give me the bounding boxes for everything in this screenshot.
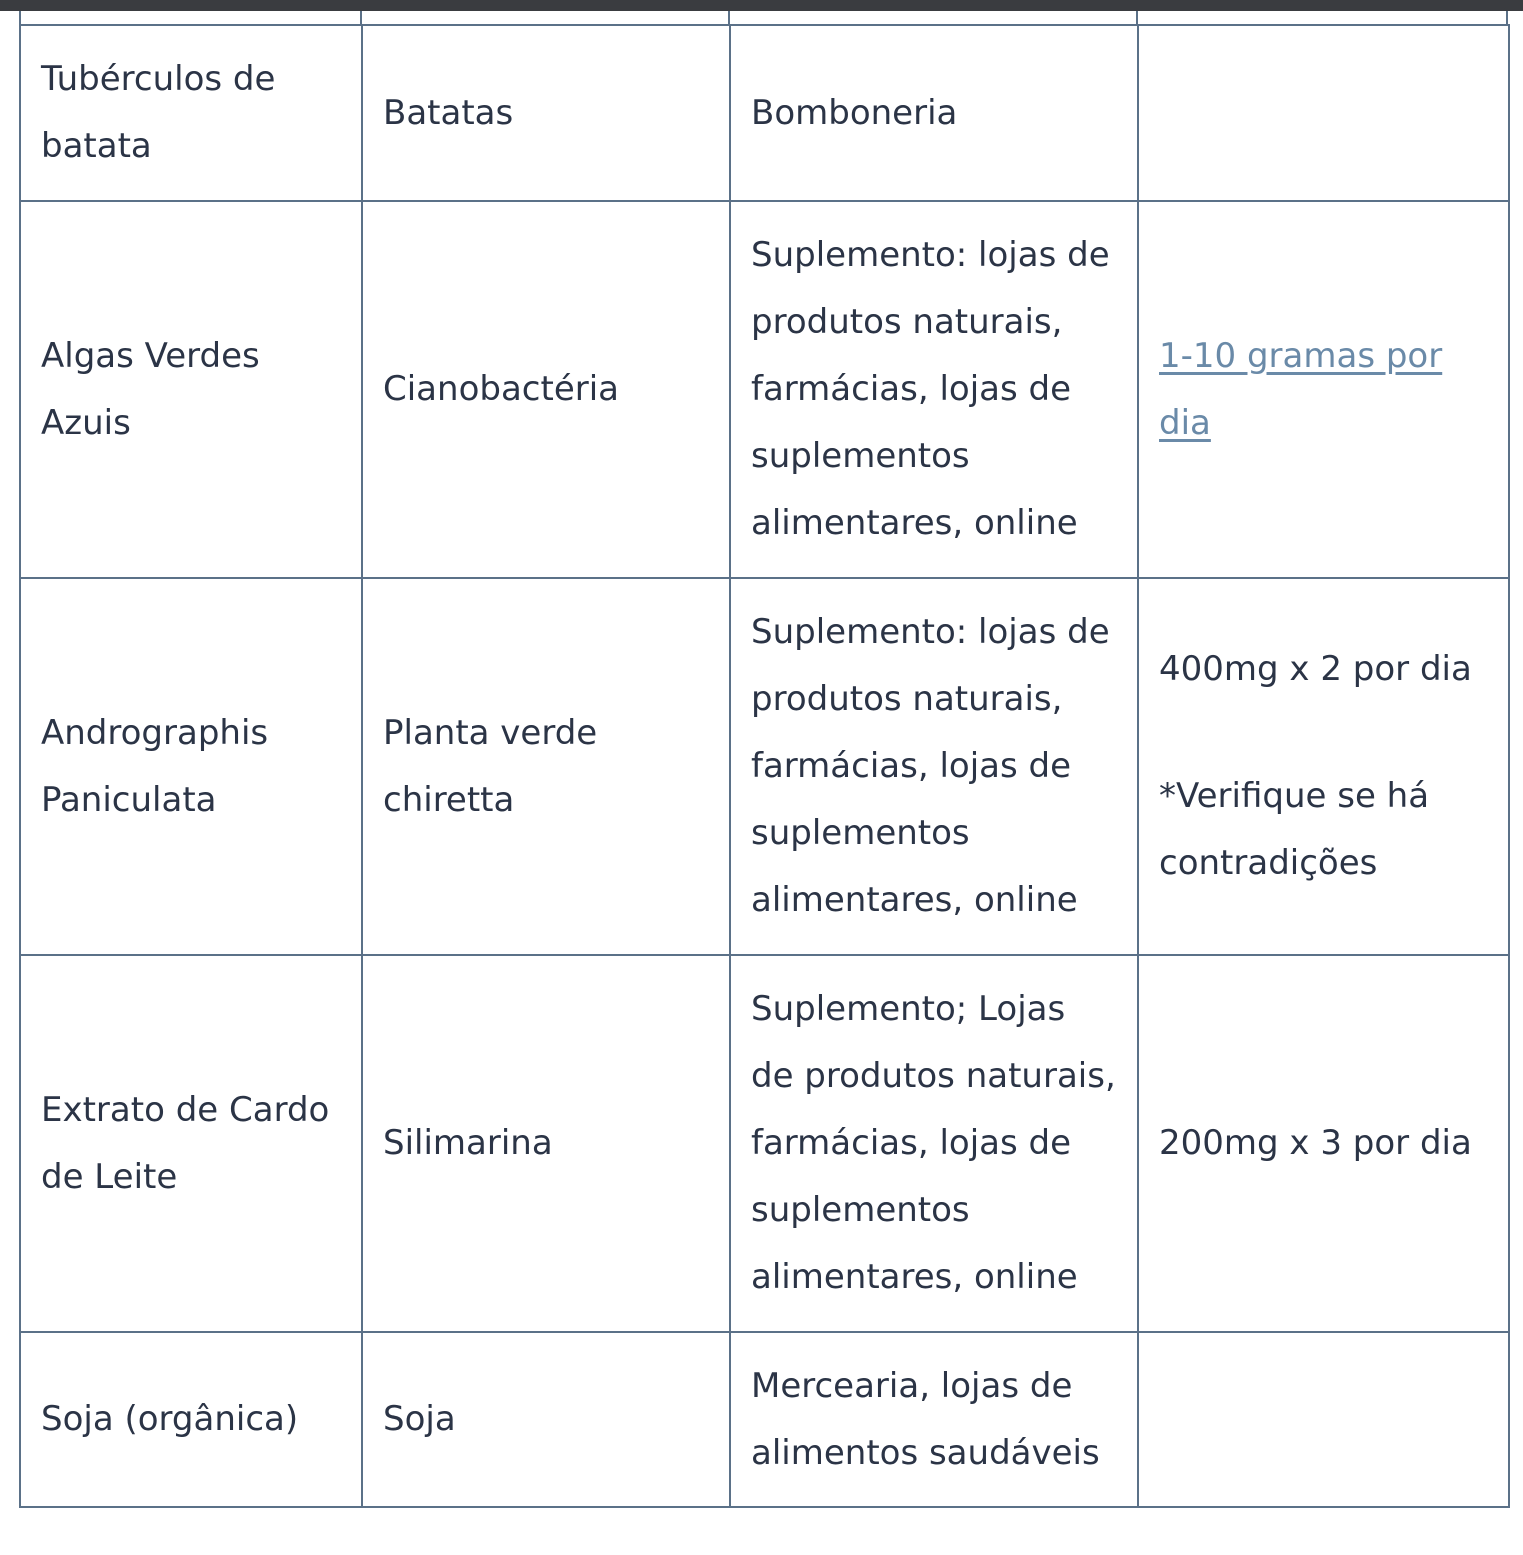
dose-link[interactable]: 1-10 gramas por dia <box>1159 335 1443 443</box>
top-bar <box>0 0 1523 11</box>
cell-where: Suplemento: lojas de produtos naturais, farmácias, lojas de suplementos alimentares, online <box>730 578 1138 955</box>
table-row <box>20 201 1509 578</box>
cell-where: Mercearia, lojas de alimentos saudáveis <box>730 1332 1138 1507</box>
cell-name: Andrographis Paniculata <box>20 578 362 955</box>
table-row <box>20 25 1509 201</box>
cell-name: Tubérculos de batata <box>20 25 362 201</box>
cell-source: Cianobactéria <box>362 201 730 578</box>
dose-value: 400mg x 2 por dia <box>1159 649 1472 689</box>
cell-where: Suplemento; Lojas de produtos naturais, farmácias, lojas de suplementos alimentares, online <box>730 955 1138 1332</box>
supplements-table <box>19 24 1510 1508</box>
cell-source: Soja <box>362 1332 730 1507</box>
cell-dose <box>1138 1332 1509 1507</box>
cell-where: Bomboneria <box>730 25 1138 201</box>
cell-source: Planta verde chiretta <box>362 578 730 955</box>
dose-spacer <box>1159 703 1488 763</box>
table-row <box>20 1332 1509 1507</box>
cell-name: Algas Verdes Azuis <box>20 201 362 578</box>
dose-note: *Verifique se há contradições <box>1159 776 1430 883</box>
cell-source: Silimarina <box>362 955 730 1332</box>
cell-dose <box>1138 201 1509 578</box>
cell-dose: 200mg x 3 por dia <box>1138 955 1509 1332</box>
table-row <box>20 578 1509 955</box>
cell-name: Soja (orgânica) <box>20 1332 362 1507</box>
cell-where: Suplemento: lojas de produtos naturais, farmácias, lojas de suplementos alimentares, online <box>730 201 1138 578</box>
cell-source: Batatas <box>362 25 730 201</box>
table-row <box>20 955 1509 1332</box>
previous-row-borders <box>19 11 1508 25</box>
cell-dose <box>1138 25 1509 201</box>
cell-dose <box>1138 578 1509 955</box>
cell-name: Extrato de Cardo de Leite <box>20 955 362 1332</box>
